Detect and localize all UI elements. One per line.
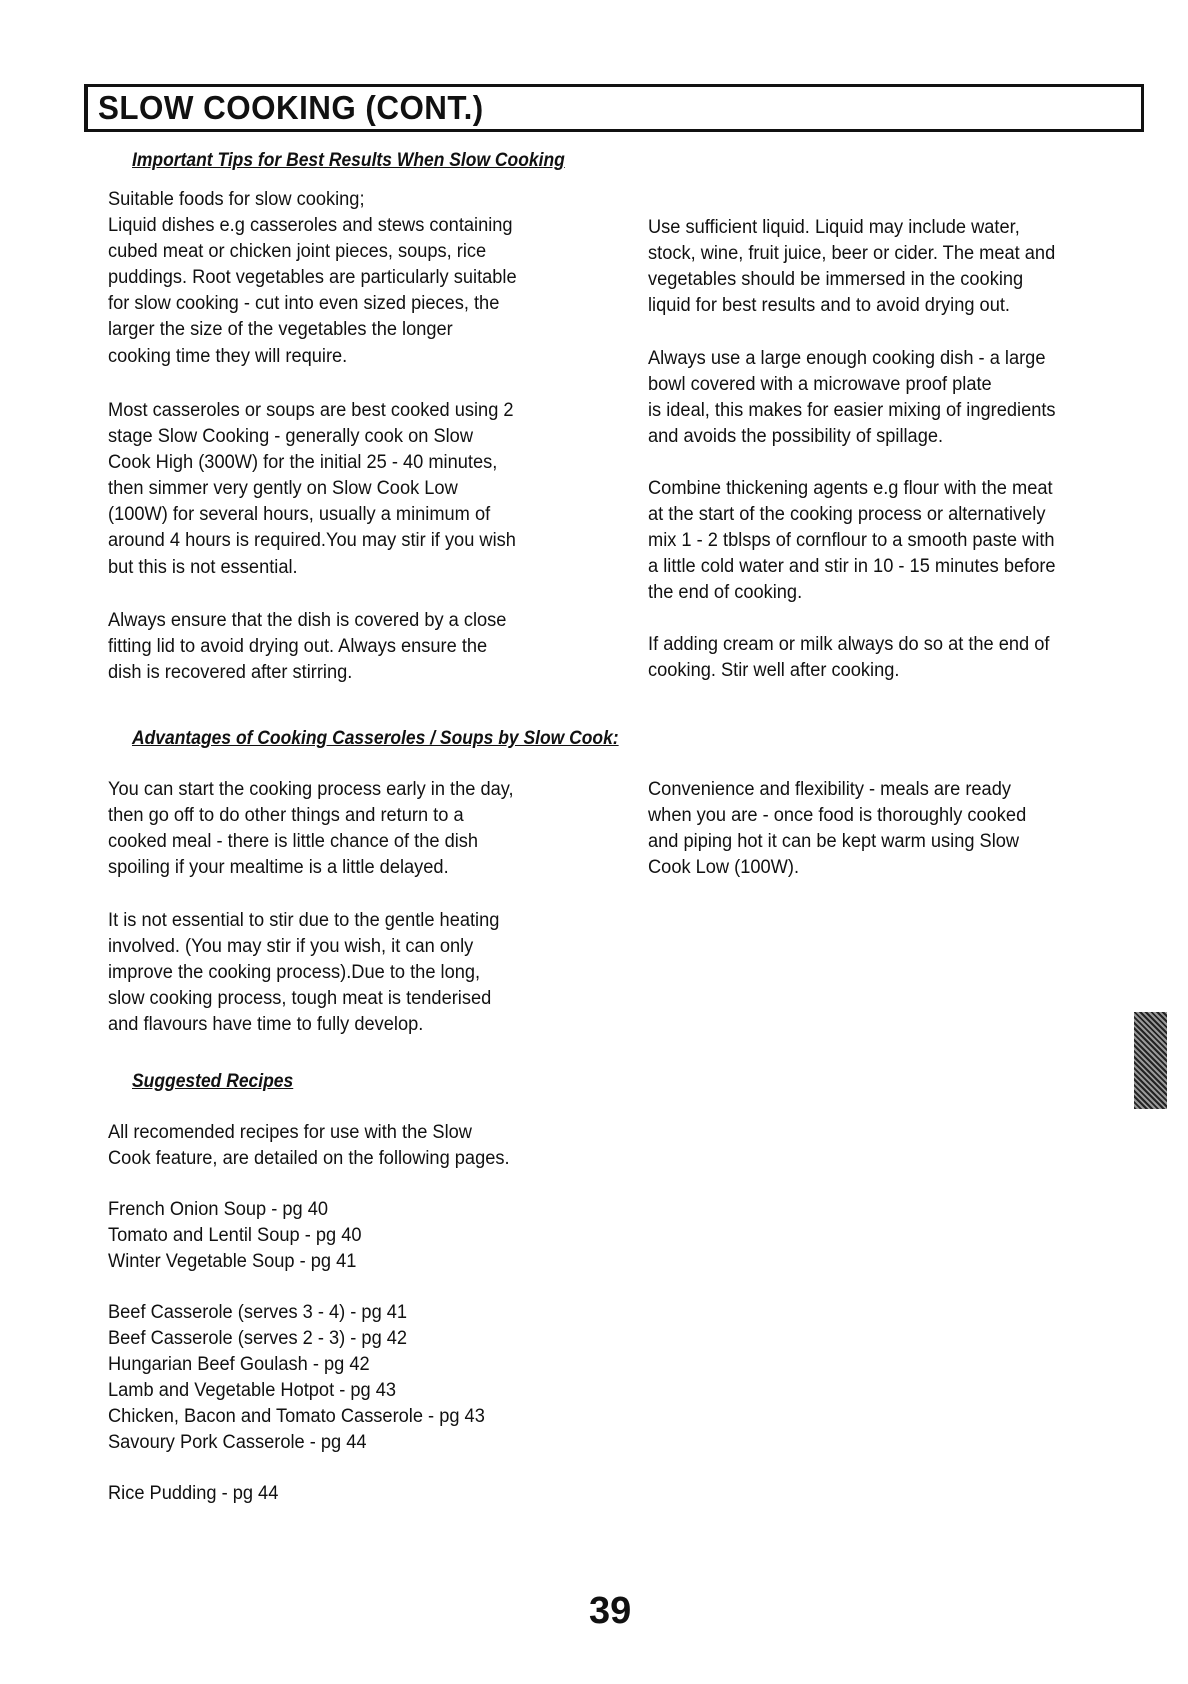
text-line: spoiling if your mealtime is a little delayed.: [108, 857, 449, 879]
text-line: liquid for best results and to avoid drying out.: [648, 295, 1010, 317]
text-line: and piping hot it can be kept warm using Slow: [648, 831, 1020, 853]
text-line: for slow cooking - cut into even sized pieces, the: [108, 293, 500, 315]
text-line: is ideal, this makes for easier mixing of ingredients: [648, 400, 1056, 422]
text-line: Convenience and flexibility - meals are ready: [648, 779, 1011, 800]
tips-left-3: [108, 608, 523, 686]
text-line: involved. (You may stir if you wish, it can only: [108, 936, 474, 958]
text-line: Most casseroles or soups are best cooked using 2: [108, 400, 514, 421]
text-line: Savoury Pork Casserole - pg 44: [108, 1432, 367, 1454]
tips-right-1: [648, 215, 1072, 319]
text-line: Winter Vegetable Soup - pg 41: [108, 1251, 357, 1273]
text-line: Always use a large enough cooking dish - a large: [648, 348, 1046, 369]
section-heading-recipes: Suggested Recipes: [132, 1071, 294, 1092]
tips-right-4: [648, 632, 1066, 684]
recipe-list-soups: [108, 1197, 372, 1275]
tips-left-1: [108, 187, 534, 370]
text-line: stage Slow Cooking - generally cook on Slow: [108, 426, 474, 448]
text-line: All recomended recipes for use with the Slow: [108, 1122, 472, 1143]
text-line: cooked meal - there is little chance of the dish: [108, 831, 479, 853]
text-line: Cook High (300W) for the initial 25 - 40 minutes,: [108, 452, 498, 474]
text-line: but this is not essential.: [108, 556, 298, 578]
text-line: a little cold water and stir in 10 - 15 minutes before: [648, 556, 1056, 578]
text-line: Combine thickening agents e.g flour with the meat: [648, 478, 1053, 499]
text-line: Liquid dishes e.g casseroles and stews containing: [108, 215, 513, 237]
advantages-left-1: [108, 777, 530, 881]
title-box: [84, 84, 1144, 132]
section-heading-tips: Important Tips for Best Results When Slow Cooking: [132, 150, 565, 171]
page-number: 39: [589, 1590, 632, 1632]
text-line: stock, wine, fruit juice, beer or cider. The meat and: [648, 243, 1056, 265]
text-line: larger the size of the vegetables the longer: [108, 319, 453, 341]
text-line: cubed meat or chicken joint pieces, soups, rice: [108, 241, 487, 263]
recipes-intro: [108, 1120, 526, 1172]
advantages-right-1: [648, 777, 1042, 881]
text-line: Always ensure that the dish is covered by a close: [108, 610, 507, 631]
page-title: SLOW COOKING (CONT.): [98, 89, 484, 126]
text-line: then go off to do other things and return to a: [108, 805, 464, 827]
text-line: Chicken, Bacon and Tomato Casserole - pg 43: [108, 1406, 485, 1428]
text-line: and flavours have time to fully develop.: [108, 1014, 424, 1036]
text-line: (100W) for several hours, usually a minimum of: [108, 504, 491, 526]
text-line: mix 1 - 2 tblsps of cornflour to a smooth paste with: [648, 530, 1055, 552]
tips-right-3: [648, 476, 1073, 606]
advantages-left-2: [108, 908, 516, 1038]
tips-left-2: [108, 398, 533, 581]
recipe-list-desserts: [108, 1481, 285, 1507]
text-line: cooking time they will require.: [108, 345, 348, 367]
section-heading-advantages: Advantages of Cooking Casseroles / Soups by Slow Cook:: [132, 728, 619, 749]
text-line: around 4 hours is required.You may stir if you wish: [108, 530, 516, 552]
text-line: at the start of the cooking process or alternatively: [648, 504, 1046, 526]
text-line: Beef Casserole (serves 3 - 4) - pg 41: [108, 1302, 408, 1323]
recipe-list-casseroles: [108, 1300, 501, 1457]
text-line: when you are - once food is thoroughly cooked: [648, 805, 1027, 827]
text-line: French Onion Soup - pg 40: [108, 1199, 329, 1220]
text-line: and avoids the possibility of spillage.: [648, 426, 944, 448]
text-line: improve the cooking process).Due to the long,: [108, 962, 481, 984]
text-line: It is not essential to stir due to the gentle heating: [108, 910, 500, 931]
text-line: then simmer very gently on Slow Cook Low: [108, 478, 458, 500]
text-line: Beef Casserole (serves 2 - 3) - pg 42: [108, 1328, 408, 1350]
text-line: Tomato and Lentil Soup - pg 40: [108, 1225, 362, 1247]
text-line: Cook feature, are detailed on the following pages.: [108, 1148, 510, 1170]
tips-right-2: [648, 346, 1073, 450]
text-line: Rice Pudding - pg 44: [108, 1483, 279, 1504]
text-line: dish is recovered after stirring.: [108, 662, 353, 684]
section-thumb-tab: [1134, 1012, 1167, 1109]
text-line: Cook Low (100W).: [648, 857, 800, 879]
text-line: slow cooking process, tough meat is tenderised: [108, 988, 492, 1010]
text-line: bowl covered with a microwave proof plate: [648, 374, 992, 396]
text-line: puddings. Root vegetables are particularly suitable: [108, 267, 517, 289]
text-line: fitting lid to avoid drying out. Always ensure the: [108, 636, 488, 658]
text-line: vegetables should be immersed in the cooking: [648, 269, 1024, 291]
text-line: Use sufficient liquid. Liquid may include water,: [648, 217, 1020, 238]
text-line: the end of cooking.: [648, 582, 803, 604]
text-line: Hungarian Beef Goulash - pg 42: [108, 1354, 370, 1376]
text-line: Lamb and Vegetable Hotpot - pg 43: [108, 1380, 397, 1402]
text-line: If adding cream or milk always do so at the end of: [648, 634, 1050, 655]
text-line: You can start the cooking process early in the day,: [108, 779, 514, 800]
text-line: cooking. Stir well after cooking.: [648, 660, 900, 682]
text-line: Suitable foods for slow cooking;: [108, 189, 365, 210]
